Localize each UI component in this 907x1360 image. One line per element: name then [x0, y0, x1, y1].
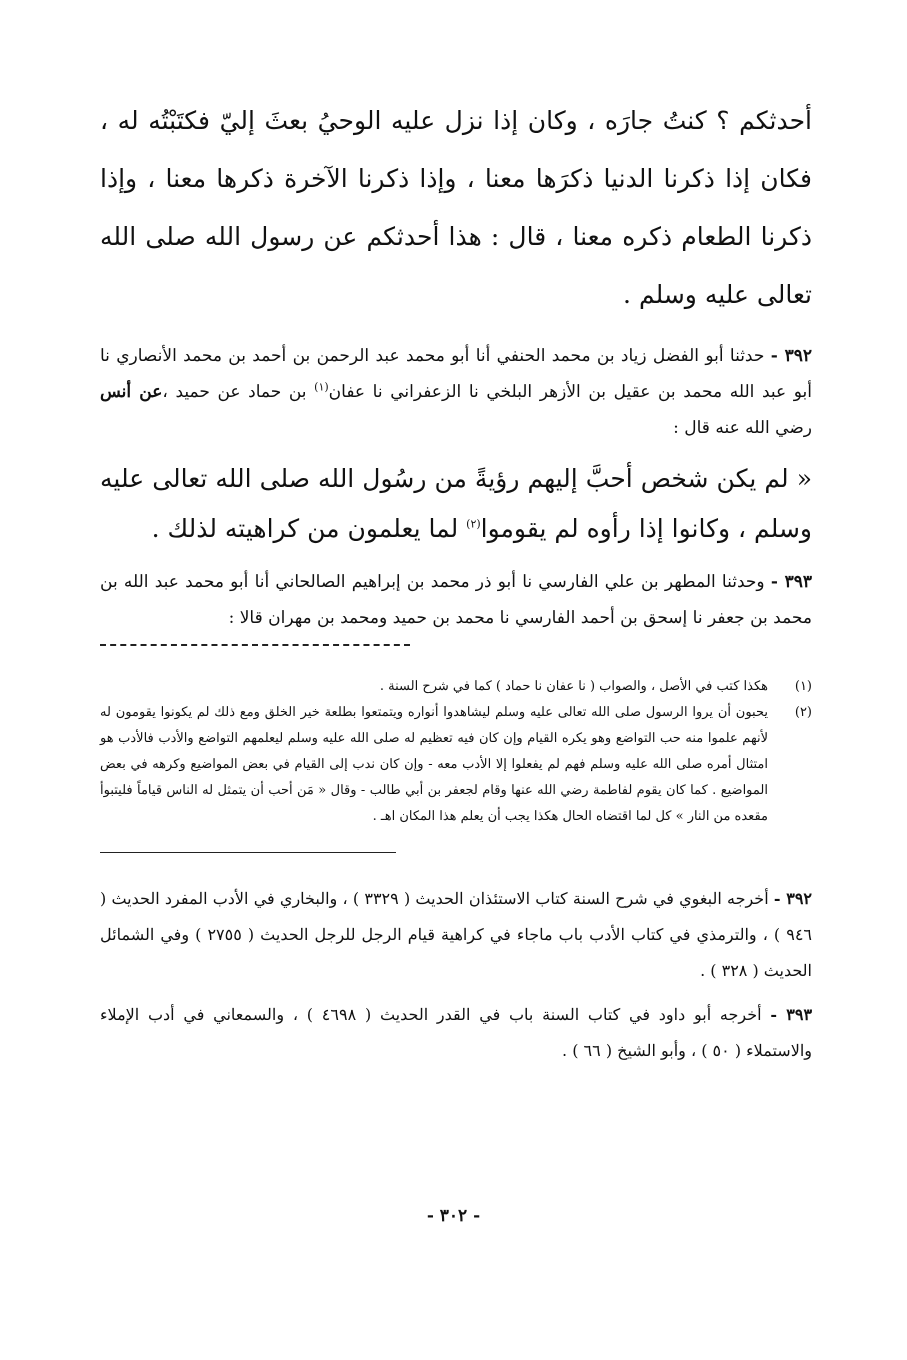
footnote-2 — [100, 700, 812, 830]
footnote-1 — [100, 674, 812, 700]
hadith-392-isnad-end: رضي الله عنه قال : — [673, 418, 812, 438]
section-rule — [100, 852, 396, 853]
takhrij-text: أخرجه أبو داود في كتاب السنة باب في القدر الحديث ( ٤٦٩٨ ) ، والسمعاني في أدب الإملاء والاستملاء ( ٥٠ ) ، وأبو الشيخ ( ٦٦ ) . — [100, 1005, 812, 1060]
hadith-392-isnad — [100, 338, 812, 446]
footnote-number: (٢) — [794, 705, 812, 720]
hadith-393-number: ٣٩٣ - — [770, 572, 812, 592]
intro-text: أحدثكم ؟ كنتُ جارَه ، وكان إذا نزل عليه الوحيُ بعثَ إليّ فكتَبْتُه له ، فكان إذا ذكرنا الدنيا ذكرَها معنا ، وإذا ذكرنا الآخرة ذكرها معنا ، وإذا ذكرنا الطعام ذكره معنا ، قال : هذا أحدثكم عن رسول الله صلى الله تعالى عليه وسلم . — [100, 106, 812, 309]
hadith-392-narrator: عن أنس — [100, 382, 163, 402]
footnote-text: يحبون أن يروا الرسول صلى الله تعالى عليه وسلم ليشاهدوا أنواره ويتمتعوا بطلعة خير الخلق ومع ذلك لم يكونوا يقومون له لأنهم علموا منه حب التواضع وهو يكره القيام وإن كان فيه تعظيم له صلى الله عليه وسلم ليعلمهم التواضع والأدب فالأدب هو امتثال أمره صلى الله عليه وسلم فهم لم يفعلوا إلا الأدب معه - وإن كان ندب إلى القيام في بعض المواضيع وكرهه في بعض المواضيع . كما كان يقوم لفاطمة رضي الله عنها وقام لجعفر بن أبي طالب - وقال « مَن أحب أن يتمثل له الناس قياماً فليتبوأ مقعده من النار » كل لما اقتضاه الحال هكذا يجب أن يعلم هذا المكان اهـ . — [100, 705, 768, 824]
footnotes — [100, 674, 812, 830]
footnote-ref-1: (١) — [314, 380, 329, 394]
hadith-392-isnad-start: حدثنا أبو الفضل زياد بن محمد الحنفي أنا أبو محمد عبد الرحمن بن أحمد بن محمد الأنصاري نا أبو عبد الله محمد بن عقيل بن الأزهر البلخي نا الزعفراني نا عفان — [100, 346, 813, 402]
page-body — [100, 92, 812, 1077]
hadith-392-matn-start: « لم يكن شخص أحبَّ إليهم رؤيةً من رسُول الله صلى الله تعالى عليه وسلم ، وكانوا إذا رأوه لم يقوموا — [100, 464, 812, 543]
takhrij-text: أخرجه البغوي في شرح السنة كتاب الاستئذان الحديث ( ٣٣٢٩ ) ، والبخاري في الأدب المفرد الحديث ( ٩٤٦ ) ، والترمذي في كتاب الأدب باب ماجاء في كراهية قيام الرجل للرجل الحديث ( ٢٧٥٥ ) وفي الشمائل الحديث ( ٣٢٨ ) . — [100, 889, 813, 980]
intro-paragraph — [100, 92, 812, 324]
hadith-393-isnad — [100, 564, 812, 636]
takhrij-section — [100, 881, 812, 1069]
page-number: - ٣٠٢ - — [426, 1206, 481, 1226]
hadith-392-number: ٣٩٢ - — [770, 346, 813, 366]
footnote-ref-2: (٢) — [466, 517, 481, 531]
hadith-393-isnad-text: وحدثنا المطهر بن علي الفارسي نا أبو ذر محمد بن إبراهيم الصالحاني أنا أبو محمد عبد الله بن محمد بن جعفر نا إسحق بن أحمد الفارسي نا محمد بن حميد ومحمد بن مهران قالا : — [100, 572, 812, 628]
hadith-392-matn-end: لما يعلمون من كراهيته لذلك . — [151, 514, 459, 543]
takhrij-392 — [100, 881, 812, 989]
hadith-392-isnad-mid: بن حماد عن حميد ، — [162, 382, 307, 402]
takhrij-number: ٣٩٢ - — [773, 889, 813, 908]
takhrij-number: ٣٩٣ - — [770, 1005, 813, 1024]
dashed-separator — [100, 644, 410, 646]
footnote-text: هكذا كتب في الأصل ، والصواب ( نا عفان نا حماد ) كما في شرح السنة . — [379, 679, 768, 694]
takhrij-393 — [100, 997, 812, 1069]
hadith-392-matn — [100, 454, 812, 554]
footnote-number: (١) — [794, 679, 812, 694]
